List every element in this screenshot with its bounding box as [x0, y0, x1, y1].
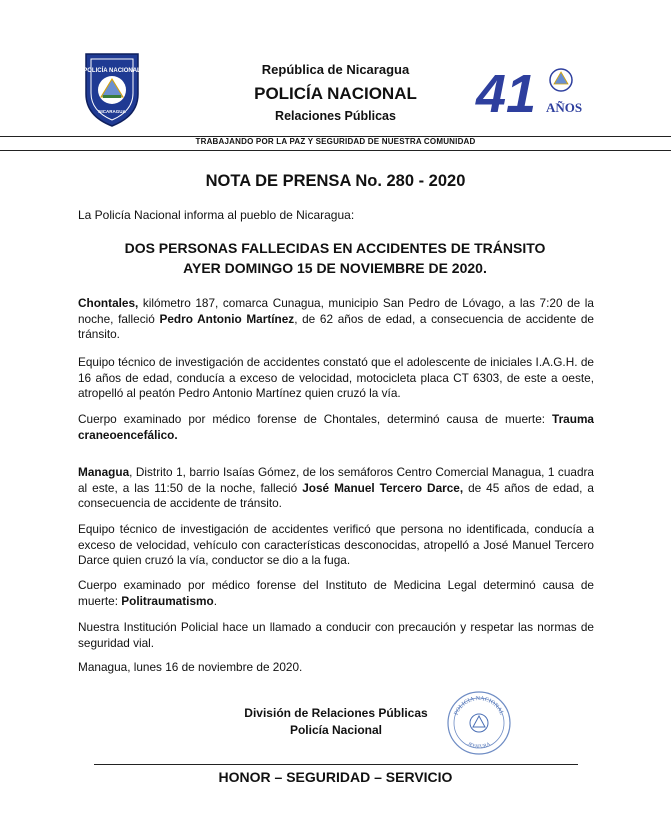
- header-divider-bottom: [0, 150, 671, 151]
- svg-text:JEFATURA: [467, 742, 492, 750]
- press-release-title: NOTA DE PRENSA No. 280 - 2020: [205, 172, 466, 190]
- svg-text:POLICIA NACIONAL: [454, 696, 505, 717]
- victim-name: José Manuel Tercero Darce,: [302, 480, 464, 495]
- paragraph-text: Cuerpo examinado por médico forense del Instituto de Medicina Legal determinó causa de muerte:: [78, 578, 594, 608]
- seal-bottom-text: JEFATURA: [466, 742, 492, 751]
- paragraph-forensic-2: [78, 578, 594, 609]
- header-motto: TRABAJANDO POR LA PAZ Y SEGURIDAD DE NUESTRA COMUNIDAD: [195, 137, 476, 146]
- official-seal-stamp: [446, 690, 512, 756]
- seal-top-text: POLICIA NACIONAL: [453, 695, 505, 717]
- paragraph-forensic-1: [78, 412, 594, 443]
- paragraph-text: kilómetro 187, comarca Cunagua, municipio San Pedro de Lóvago, a las 7:20 de la noche, falleció: [78, 296, 594, 326]
- intro-line: La Policía Nacional informa al pueblo de Nicaragua:: [78, 208, 355, 222]
- cause-of-death: Politraumatismo: [121, 593, 214, 608]
- paragraph-call-to-action: Nuestra Institución Policial hace un llamado a conducir con precaución y respetar las normas de seguridad vial.: [78, 620, 594, 650]
- cause-of-death: Trauma craneoencefálico.: [78, 412, 594, 442]
- paragraph-text: Cuerpo examinado por médico forense de Chontales, determinó causa de muerte:: [78, 412, 553, 426]
- headline-line-1: DOS PERSONAS FALLECIDAS EN ACCIDENTES DE TRÁNSITO: [124, 240, 546, 256]
- department-heading: Relaciones Públicas: [275, 109, 396, 123]
- police-heading: POLICÍA NACIONAL: [254, 84, 417, 103]
- paragraph-text: .: [213, 593, 217, 608]
- place-name: Managua: [78, 465, 130, 479]
- anniversary-word: AÑOS: [546, 100, 583, 115]
- nicaragua-emblem-icon: [550, 69, 572, 91]
- headline-line-2: AYER DOMINGO 15 DE NOVIEMBRE DE 2020.: [183, 260, 487, 276]
- paragraph-chontales: [78, 296, 594, 343]
- anniversary-logo: [474, 60, 584, 120]
- paragraph-text: , Distrito 1, barrio Isaías Gómez, de los semáforos Centro Comercial Managua, 1 cuadra al este, a las 11:50 de la noche, falleció: [78, 465, 594, 495]
- footer-divider: [94, 764, 578, 765]
- footer-motto: HONOR – SEGURIDAD – SERVICIO: [218, 769, 453, 785]
- place-name: Chontales,: [78, 296, 139, 310]
- signature-institution: Policía Nacional: [289, 723, 383, 737]
- paragraph-managua: [78, 465, 594, 512]
- republic-heading: República de Nicaragua: [261, 62, 410, 77]
- anniversary-number: 41: [476, 64, 537, 120]
- paragraph-text: de 45 años de edad, a consecuencia de accidente de tránsito.: [78, 480, 594, 510]
- paragraph-investigation-2: Equipo técnico de investigación de accidentes verificó que persona no identificada, conducía a exceso de velocidad, vehículo con características desconocidas, atropelló a José Manuel Tercero Darce quien cruzó la vía, conductor se dio a la fuga.: [78, 522, 594, 567]
- left-logo-subtext: NICARAGUA: [98, 109, 126, 114]
- signature-division: División de Relaciones Públicas: [244, 706, 428, 720]
- victim-name: Pedro Antonio Martínez: [159, 311, 295, 326]
- date-line: Managua, lunes 16 de noviembre de 2020.: [78, 660, 303, 674]
- left-logo-text: POLICÍA NACIONAL: [83, 68, 141, 74]
- paragraph-text: , de 62 años de edad, a consecuencia de accidente de tránsito.: [78, 311, 594, 341]
- paragraph-investigation-1: Equipo técnico de investigación de accidentes constató que el adolescente de iniciales I.A.G.H. de 16 años de edad, conducía a exceso de velocidad, motocicleta placa CT 6303, de este a oeste, atropelló al peatón Pedro Antonio Martínez quien cruzó la vía.: [78, 355, 594, 400]
- press-headline: [80, 238, 590, 278]
- seal-emblem-icon: [470, 714, 488, 732]
